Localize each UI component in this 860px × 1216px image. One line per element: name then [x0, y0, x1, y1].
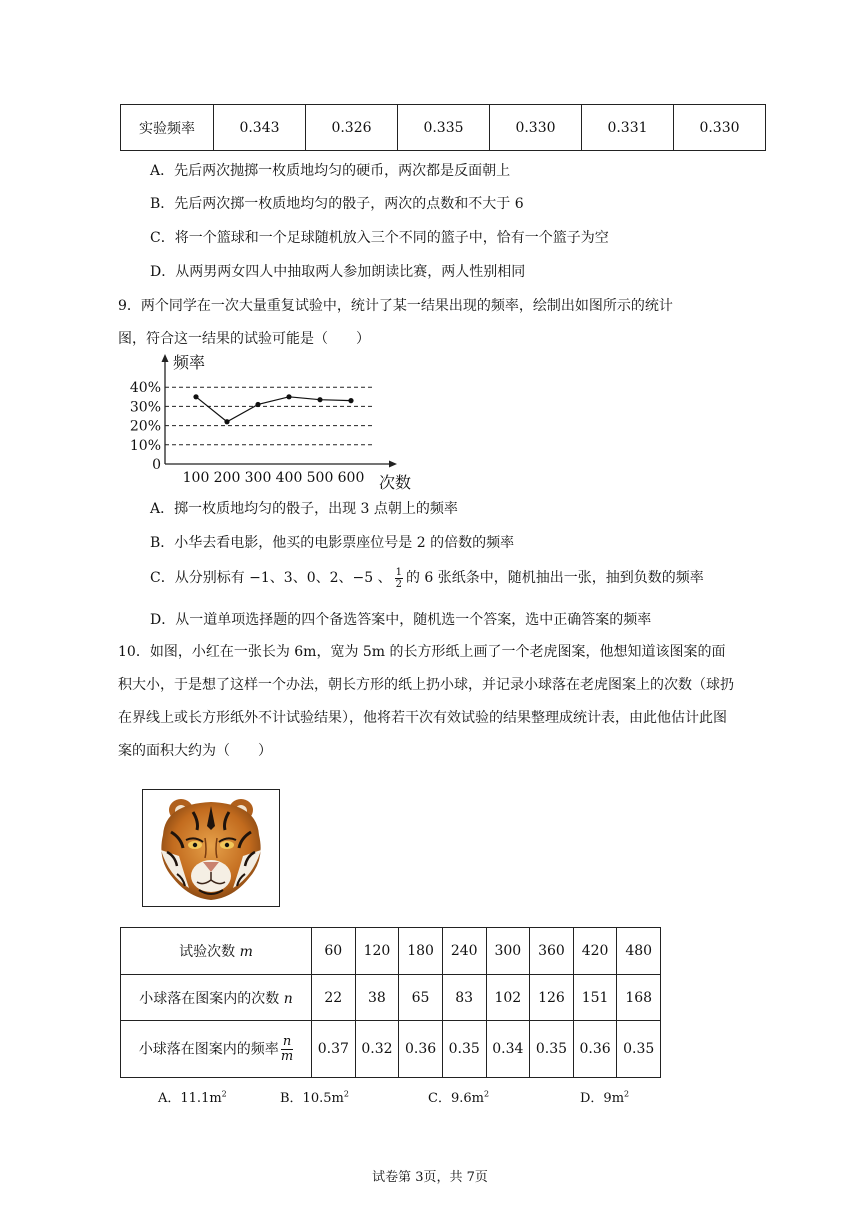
data-point	[224, 419, 229, 424]
option-text: B．10.5m	[280, 1091, 344, 1106]
superscript: 2	[221, 1089, 227, 1099]
frequency-line-chart	[115, 352, 415, 492]
y-tick-label: 0	[152, 457, 161, 473]
table-cell: 0.343	[214, 105, 306, 151]
q10-stem: 10．如图，小红在一张长为 6m，宽为 5m 的长方形纸上画了一个老虎图案，他想知道该图案的面积大小，于是想了这样一个办法，朝长方形的纸上扔小球，并记录小球落在老虎图案上的次数（球扔在界线上或长方形纸外不计试验结果），他将若干次有效试验的结果整理成统计表，由此他估计此图案的面积大约为（ ）	[118, 644, 734, 759]
y-tick-label: 20%	[129, 418, 161, 435]
table-cell: 0.331	[582, 105, 674, 151]
table-cell: 0.35	[617, 1021, 661, 1078]
table-cell: 0.36	[399, 1021, 443, 1078]
table-cell: 83	[442, 975, 486, 1021]
page-footer: 试卷第 3页，共 7页	[372, 1170, 488, 1185]
data-point	[317, 397, 322, 402]
q10-option-a	[158, 1087, 227, 1106]
fraction-n-over-m	[281, 1035, 293, 1064]
q9-option-c-post: 的 6 张纸条中，随机抽出一张，抽到负数的频率	[405, 570, 704, 586]
fraction-one-half	[395, 567, 403, 590]
var-m: m	[239, 944, 253, 960]
q8-option-a: A．先后两次抛掷一枚质地均匀的硬币，两次都是反面朝上	[150, 163, 511, 179]
y-tick-label: 10%	[129, 437, 161, 454]
table-cell: 0.32	[355, 1021, 399, 1078]
superscript: 2	[483, 1089, 490, 1099]
fraction-denominator: 2	[395, 578, 402, 590]
data-point	[286, 394, 291, 399]
q9-option-a: A．掷一枚质地均匀的骰子，出现 3 点朝上的频率	[150, 501, 458, 517]
y-tick-label: 40%	[129, 380, 161, 397]
q9-option-c-pre: C．从分别标有 −1、3、0、2、−5 、	[150, 570, 392, 586]
x-tick-label: 400	[275, 470, 303, 486]
option-text: D．9m	[580, 1091, 625, 1106]
q10-option-c	[428, 1087, 489, 1106]
q8-option-d: D．从两男两女四人中抽取两人参加朗读比赛，两人性别相同	[150, 264, 526, 280]
table-cell: 22	[312, 975, 356, 1021]
table-cell: 38	[355, 975, 399, 1021]
table-label: 实验频率	[121, 105, 214, 151]
row-label-text: 小球落在图案内的次数	[139, 990, 284, 1007]
table-cell: 0.37	[312, 1021, 356, 1078]
row-label-frequency	[121, 1021, 312, 1078]
table-cell: 240	[442, 928, 486, 975]
tiger-head-image	[143, 790, 279, 906]
q9-stem-line2: 图，符合这一结果的试验可能是（ ）	[118, 331, 370, 347]
table-cell: 168	[617, 975, 661, 1021]
series-line	[196, 397, 351, 422]
data-point	[348, 398, 353, 403]
table-cell: 0.35	[442, 1021, 486, 1078]
q10-option-b	[280, 1087, 349, 1106]
option-text: C．9.6m	[428, 1091, 484, 1106]
x-tick-label: 600	[337, 470, 365, 486]
data-point	[255, 402, 260, 407]
table-cell: 0.335	[398, 105, 490, 151]
option-text: A．11.1m	[158, 1091, 222, 1106]
table-cell: 0.35	[530, 1021, 574, 1078]
tiger-image-frame	[142, 789, 280, 907]
x-tick-label: 500	[306, 470, 334, 486]
superscript: 2	[624, 1089, 630, 1099]
table-cell: 300	[486, 928, 530, 975]
table-cell: 0.326	[306, 105, 398, 151]
y-tick-label: 30%	[129, 399, 161, 416]
table-cell: 126	[530, 975, 574, 1021]
q10-option-d	[580, 1087, 629, 1106]
x-axis-title: 次数	[379, 473, 412, 492]
table-cell: 480	[617, 928, 661, 975]
y-axis-arrow	[162, 354, 169, 362]
table-cell: 0.330	[490, 105, 582, 151]
q8-option-b: B．先后两次掷一枚质地均匀的骰子，两次的点数和不大于 6	[150, 196, 524, 212]
table-cell: 151	[573, 975, 617, 1021]
table-cell: 120	[355, 928, 399, 975]
fraction-numerator: n	[282, 1033, 292, 1049]
table-cell: 420	[573, 928, 617, 975]
var-n: n	[283, 990, 293, 1007]
q9-stem-line1: 9．两个同学在一次大量重复试验中，统计了某一结果出现的频率，绘制出如图所示的统计	[118, 298, 673, 314]
fraction-numerator: 1	[395, 566, 402, 578]
table-cell: 0.36	[573, 1021, 617, 1078]
frequency-table	[120, 104, 766, 151]
data-point	[193, 394, 198, 399]
x-tick-label: 200	[213, 470, 241, 486]
table-cell: 180	[399, 928, 443, 975]
table-cell: 360	[530, 928, 574, 975]
table-cell: 65	[399, 975, 443, 1021]
x-axis-arrow	[389, 461, 397, 468]
x-tick-label: 100	[182, 470, 210, 486]
x-tick-label: 300	[244, 470, 272, 486]
q9-option-c	[150, 566, 704, 590]
y-axis-title: 频率	[173, 353, 206, 372]
q9-option-b: B．小华去看电影，他买的电影票座位号是 2 的倍数的频率	[150, 535, 515, 551]
fraction-denominator: m	[280, 1048, 294, 1064]
table-cell: 102	[486, 975, 530, 1021]
experiment-table	[120, 927, 661, 1078]
row-label-trials	[121, 928, 312, 975]
row-label-text: 试验次数	[179, 944, 240, 960]
table-cell: 0.34	[486, 1021, 530, 1078]
row-label-hits	[121, 975, 312, 1021]
superscript: 2	[343, 1089, 349, 1099]
row-label-text: 小球落在图案内的频率	[138, 1041, 279, 1057]
table-cell: 0.330	[674, 105, 766, 151]
table-cell: 60	[312, 928, 356, 975]
q9-option-d: D．从一道单项选择题的四个备选答案中，随机选一个答案，选中正确答案的频率	[150, 612, 652, 628]
q8-option-c: C．将一个篮球和一个足球随机放入三个不同的篮子中，恰有一个篮子为空	[150, 230, 609, 246]
